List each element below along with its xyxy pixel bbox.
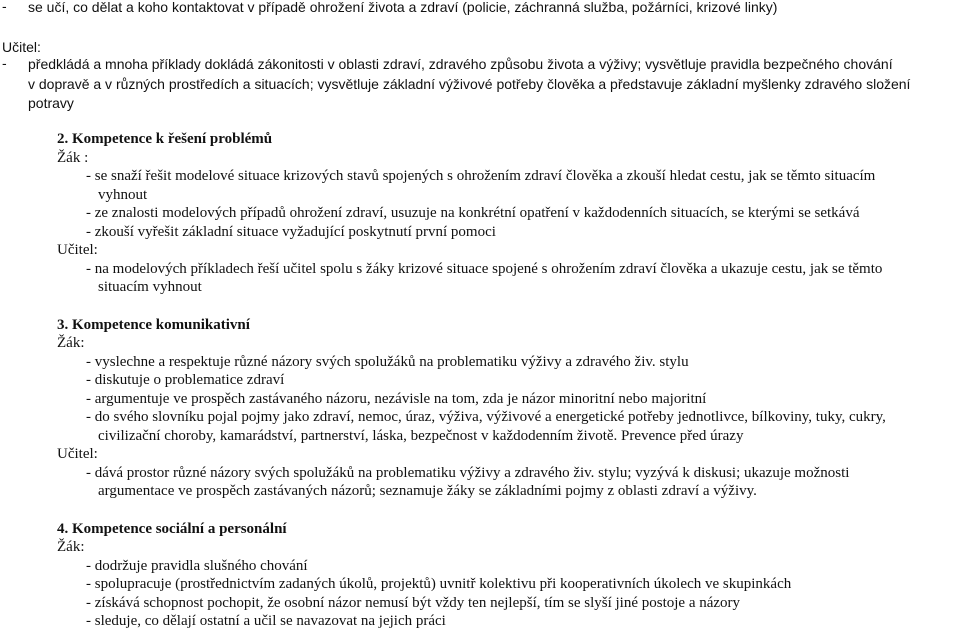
section-2-ucitel-heading: Učitel: bbox=[57, 242, 98, 258]
section-3-ucitel-line-1: - dává prostor různé názory svých spolužáků na problematiku výživy a zdravého živ. stylu; vyzývá k diskusi; ukazuje možnosti bbox=[86, 465, 850, 481]
section-3-zak-line-3: - argumentuje ve prospěch zastávaného názoru, nezávisle na tom, zda je názor minoritní nebo majoritní bbox=[86, 391, 707, 407]
section-4-zak-line-2: - spolupracuje (prostřednictvím zadaných úkolů, projektů) uvnitř kolektivu při kooperativních úkolech ve skupinkách bbox=[86, 576, 792, 592]
ucitel-1-line-3: potravy bbox=[28, 95, 74, 111]
section-2-zak-heading: Žák : bbox=[57, 150, 89, 166]
section-3-title: 3. Kompetence komunikativní bbox=[57, 317, 250, 333]
section-3-zak-line-4: - do svého slovníku pojal pojmy jako zdraví, nemoc, úraz, výživa, výživové a energetické potřeby jednotlivce, bílkoviny, tuky, cukry, bbox=[86, 409, 886, 425]
section-4-zak-line-3: - získává schopnost pochopit, že osobní názor nemusí být vždy ten nejlepší, tím se slyší jiné postoje a názory bbox=[86, 595, 741, 611]
section-3-ucitel-line-2: argumentace ve prospěch zastávaných názorů; seznamuje žáky se základními pojmy z oblasti zdraví a výživy. bbox=[98, 483, 757, 499]
section-2-ucitel-line-2: situacím vyhnout bbox=[98, 279, 202, 295]
intro-line: se učí, co dělat a koho kontaktovat v případě ohrožení života a zdraví (policie, záchranná služba, požárníci, krizové linky) bbox=[28, 0, 778, 15]
section-2-ucitel-line-1: - na modelových příkladech řeší učitel spolu s žáky krizové situace spojené s ohrožením zdraví člověka a ukazuje cestu, jak se těmto bbox=[86, 261, 883, 277]
section-2-zak-line-4: - zkouší vyřešit základní situace vyžadující poskytnutí první pomoci bbox=[86, 224, 496, 240]
section-3-zak-heading: Žák: bbox=[57, 335, 85, 351]
section-2-zak-line-1: - se snaží řešit modelové situace krizových stavů spojených s ohrožením zdraví člověka a zkouší hledat cestu, jak se těmto situacím bbox=[86, 168, 876, 184]
ucitel-1-dash: - bbox=[2, 55, 7, 71]
ucitel-1-line-1: předkládá a mnoha příklady dokládá zákonitosti v oblasti zdraví, zdravého způsobu života a výživy; vysvětluje pravidla bezpečného chování bbox=[28, 56, 893, 72]
section-4-title: 4. Kompetence sociální a personální bbox=[57, 521, 287, 537]
section-2-title: 2. Kompetence k řešení problémů bbox=[57, 131, 273, 147]
ucitel-heading-1: Učitel: bbox=[2, 39, 41, 55]
section-3-zak-line-5: civilizační choroby, kamarádství, partnerství, láska, bezpečnost v každodenním životě. Prevence před úrazy bbox=[98, 428, 744, 444]
section-2-zak-line-3: - ze znalosti modelových případů ohrožení zdraví, usuzuje na konkrétní opatření v každodenních situacích, se kterými se setkává bbox=[86, 205, 860, 221]
ucitel-1-line-2: v dopravě a v různých prostředích a situacích; vysvětluje základní výživové potřeby člověka a představuje základní myšlenky zdravého složení bbox=[28, 76, 911, 92]
section-4-zak-heading: Žák: bbox=[57, 539, 85, 555]
section-2-zak-line-2: vyhnout bbox=[98, 187, 148, 203]
section-4-zak-line-1: - dodržuje pravidla slušného chování bbox=[86, 558, 308, 574]
section-3-zak-line-2: - diskutuje o problematice zdraví bbox=[86, 372, 285, 388]
intro-dash: - bbox=[2, 0, 7, 14]
section-3-zak-line-1: - vyslechne a respektuje různé názory svých spolužáků na problematiku výživy a zdravého živ. stylu bbox=[86, 354, 689, 370]
section-4-zak-line-4: - sleduje, co dělají ostatní a učil se navazovat na jejich práci bbox=[86, 613, 446, 629]
section-3-ucitel-heading: Učitel: bbox=[57, 446, 98, 462]
